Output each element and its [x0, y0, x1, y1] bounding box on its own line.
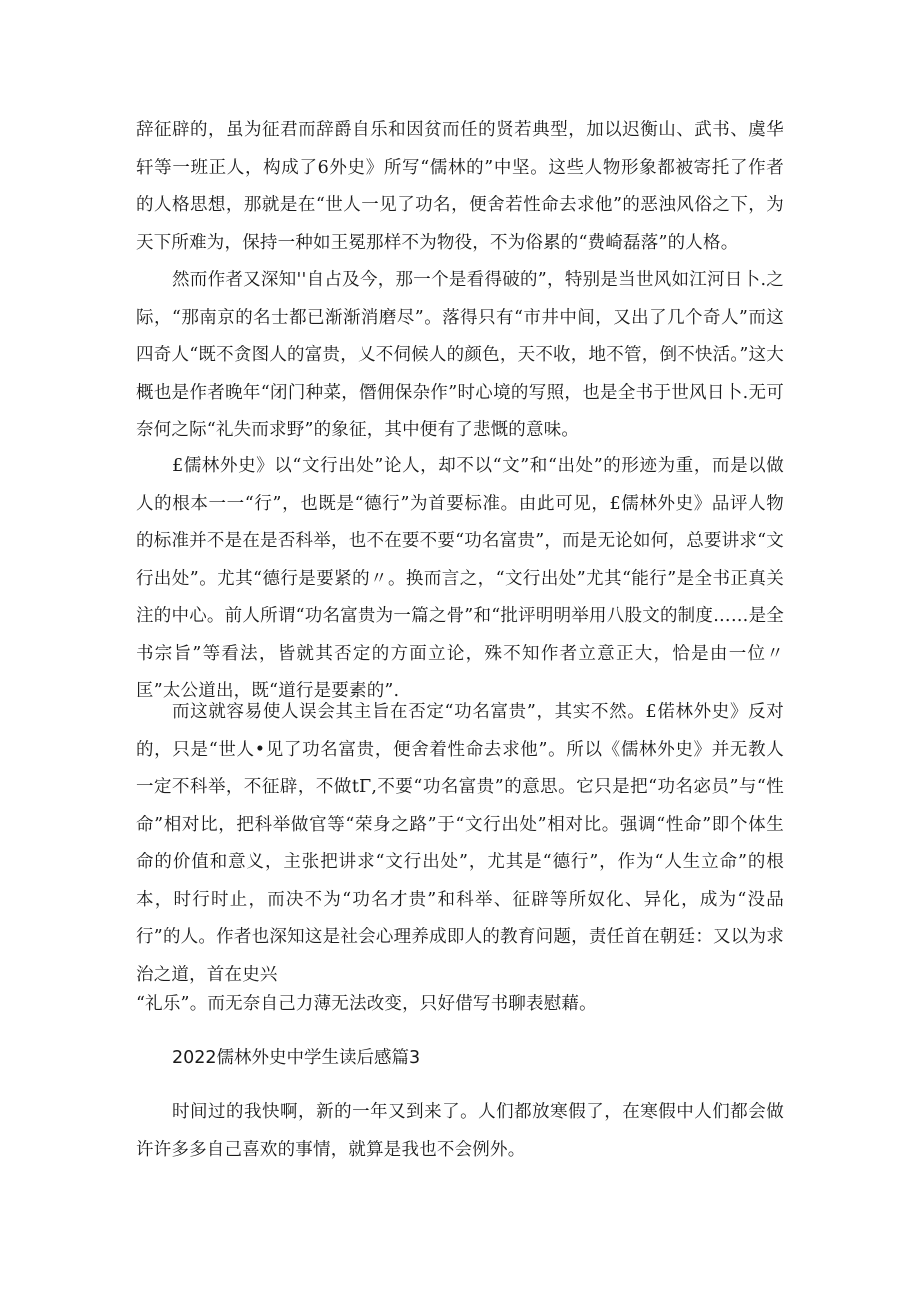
- paragraph-3: £儒林外史》以“文行出处”论人，却不以“文”和“出处”的形迹为重，而是以做人的根本一一“行”，也既是“德行”为首要标准。由此可见，£儒林外史》品评人物的标准并不是在是否科举，也不在要不要“功名富贵”，而是无论如何，总要讲求“文行出处”。尤其“德行是要紧的〃。换而言之，“文行出处”尤其“能行”是全书正真关注的中心。前人所谓“功名富贵为一篇之骨”和“批评明明举用八股文的制度……是全书宗旨”等看法，皆就其否定的方面立论，殊不知作者立意正大，恰是由一位〃匡”太公道出，既“道行是要素的”.: [136, 456, 784, 701]
- paragraph-4: 而这就容易使人误会其主旨在否定“功名富贵”，其实不然。£偌林外史》反对的，只是“世人•见了功名富贵，便舍着性命去求他”。所以《儒林外史》并无教人一定不科举，不征辟，不做tΓ,不要“功名富贵”的意思。它只是把“功名宓员”与“性命”相对比，把科举做官等“荣身之路”于“文行出处”相对比。强调“性命”即个体生命的价值和意义，主张把讲求“文行出处”，尤其是“德行”，作为“人生立命”的根本，时行时止，而决不为“功名才贵”和科举、征辟等所奴化、异化，成为“没品行”的人。作者也深知这是社会心理养成即人的教育问题，责任首在朝廷：又以为求治之道，首在史兴: [136, 702, 784, 985]
- paragraph-6: 时间过的我快啊，新的一年又到来了。人们都放寒假了，在寒假中人们都会做许许多多自己喜欢的事情，就算是我也不会例外。: [136, 1102, 784, 1160]
- paragraph-2: 然而作者又深知''自占及今，那一个是看得破的”，特别是当世风如江河日卜.之际，“那南京的名士都已渐渐消磨尽”。落得只有“市井中间，又出了几个奇人”而这四奇人“既不贪图人的富贵，乂不伺候人的颜色，天不收，地不管，倒不快活。”这大概也是作者晚年“闭门种菜，僭佣保杂作”时心境的写照，也是全书于世风日卜.无可奈何之际“礼失而求野”的象征，其中便有了悲慨的意味。: [136, 270, 784, 440]
- section-heading: 2022儒林外史中学生读后感篇3: [172, 1048, 421, 1068]
- paragraph-1: 辞征辟的，虽为征君而辞爵自乐和因贫而任的贤若典型，加以迟衡山、武书、虞华轩等一班正人，构成了6外史》所写“儒林的”中坚。这些人物形象都被寄托了作者的人格思想，那就是在“世人一见了功名，便舍若性命去求他”的恶浊风俗之下，为天下所难为，保持一种如王冕那样不为物役，不为俗累的“费崎磊落”的人格。: [136, 120, 784, 253]
- paragraph-5: “礼乐”。而无奈自己力薄无法改变，只好借写书聊表慰藉。: [136, 994, 597, 1014]
